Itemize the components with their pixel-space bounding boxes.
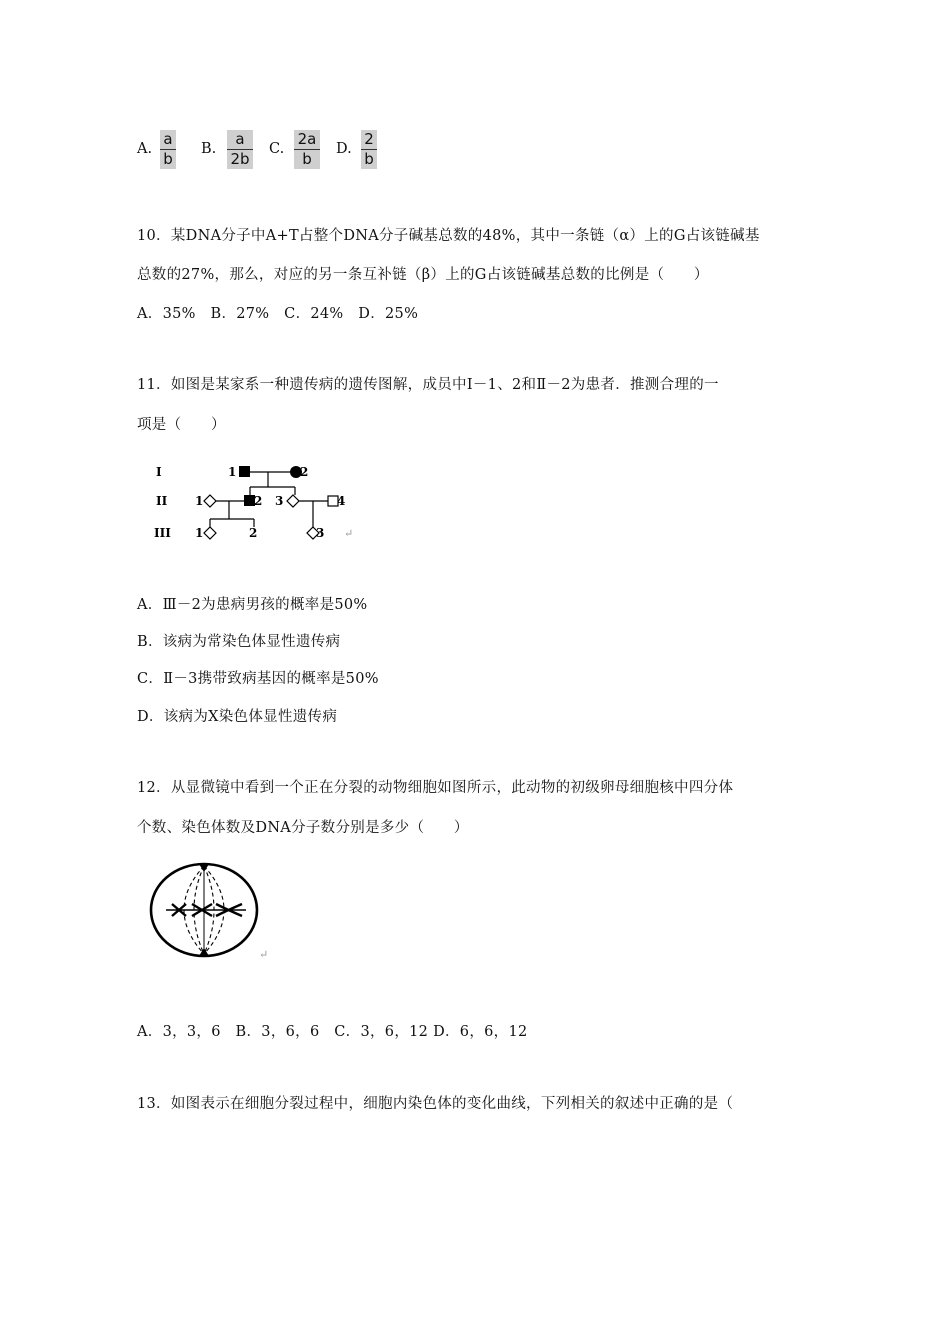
return-mark: ↵ [344, 527, 354, 540]
q13-stem-line-1: 13．如图表示在细胞分裂过程中，细胞内染色体的变化曲线，下列相关的叙述中正确的是（ [137, 1096, 734, 1112]
q11-option-a: A．Ⅲ－2为患病男孩的概率是50% [137, 597, 368, 613]
cell-division-figure [146, 858, 276, 968]
generation-ii-label: II [156, 494, 168, 508]
q9-option-c-numerator: 2a [294, 130, 320, 150]
pedigree-chart [140, 455, 380, 555]
q11-option-d: D．该病为X染色体显性遗传病 [137, 709, 338, 725]
q11-option-b: B．该病为常染色体显性遗传病 [137, 634, 341, 650]
iii2-number: 2 [249, 526, 258, 540]
q9-option-d-label: D. [336, 141, 352, 157]
q9-option-b-denominator: 2b [230, 150, 250, 168]
generation-iii-label: III [154, 526, 171, 540]
q9-option-a-denominator: b [163, 150, 173, 168]
q9-option-b-numerator: a [227, 130, 253, 150]
q11-stem-line-2: 项是（ ） [137, 417, 226, 433]
q9-option-c-denominator: b [302, 150, 312, 168]
iii1-number: 1 [195, 526, 204, 540]
q9-option-d-denominator: b [364, 150, 374, 168]
ii3-number: 3 [275, 494, 284, 508]
q11-option-c: C．Ⅱ－3携带致病基因的概率是50% [137, 671, 379, 687]
q10-stem-line-1: 10．某DNA分子中A+T占整个DNA分子碱基总数的48%，其中一条链（α）上的G占该链碱基 [137, 228, 760, 244]
q12-stem-line-2: 个数、染色体数及DNA分子数分别是多少（ ） [137, 820, 469, 836]
ii2-number: 2 [254, 494, 263, 508]
iii1-unaffected-symbol [204, 527, 216, 539]
q9-option-b-fraction [227, 130, 253, 169]
q9-option-d-fraction [361, 130, 377, 169]
q9-option-a-numerator: a [160, 130, 176, 150]
q9-option-a-label: A. [137, 141, 153, 157]
cell-figure-return-mark: ↵ [259, 948, 269, 961]
i1-affected-male-symbol [239, 466, 250, 477]
q10-stem-line-2: 总数的27%，那么，对应的另一条互补链（β）上的G占该链碱基总数的比例是（ ） [137, 267, 709, 283]
ii1-number: 1 [195, 494, 204, 508]
ii4-number: 4 [337, 494, 346, 508]
q12-options: A．3，3，6 B．3，6，6 C．3，6，12 D．6，6，12 [137, 1024, 528, 1040]
iii3-number: 3 [316, 526, 325, 540]
i2-number: 2 [300, 465, 309, 479]
i1-number: 1 [228, 465, 237, 479]
centriole-top [199, 864, 209, 872]
q9-option-c-label: C. [269, 141, 285, 157]
q12-stem-line-1: 12．从显微镜中看到一个正在分裂的动物细胞如图所示，此动物的初级卵母细胞核中四分体 [137, 780, 734, 796]
q9-option-a-fraction [160, 130, 176, 169]
ii1-unaffected-symbol [204, 495, 216, 507]
q11-stem-line-1: 11．如图是某家系一种遗传病的遗传图解，成员中Ⅰ－1、2和Ⅱ－2为患者．推测合理的一 [137, 377, 719, 393]
q9-option-c-fraction [294, 130, 320, 169]
q9-option-b-label: B. [201, 141, 217, 157]
ii3-unaffected-symbol [287, 495, 299, 507]
generation-i-label: I [156, 465, 162, 479]
q9-option-d-numerator: 2 [361, 130, 377, 150]
q10-options: A．35% B．27% C．24% D．25% [137, 306, 419, 322]
